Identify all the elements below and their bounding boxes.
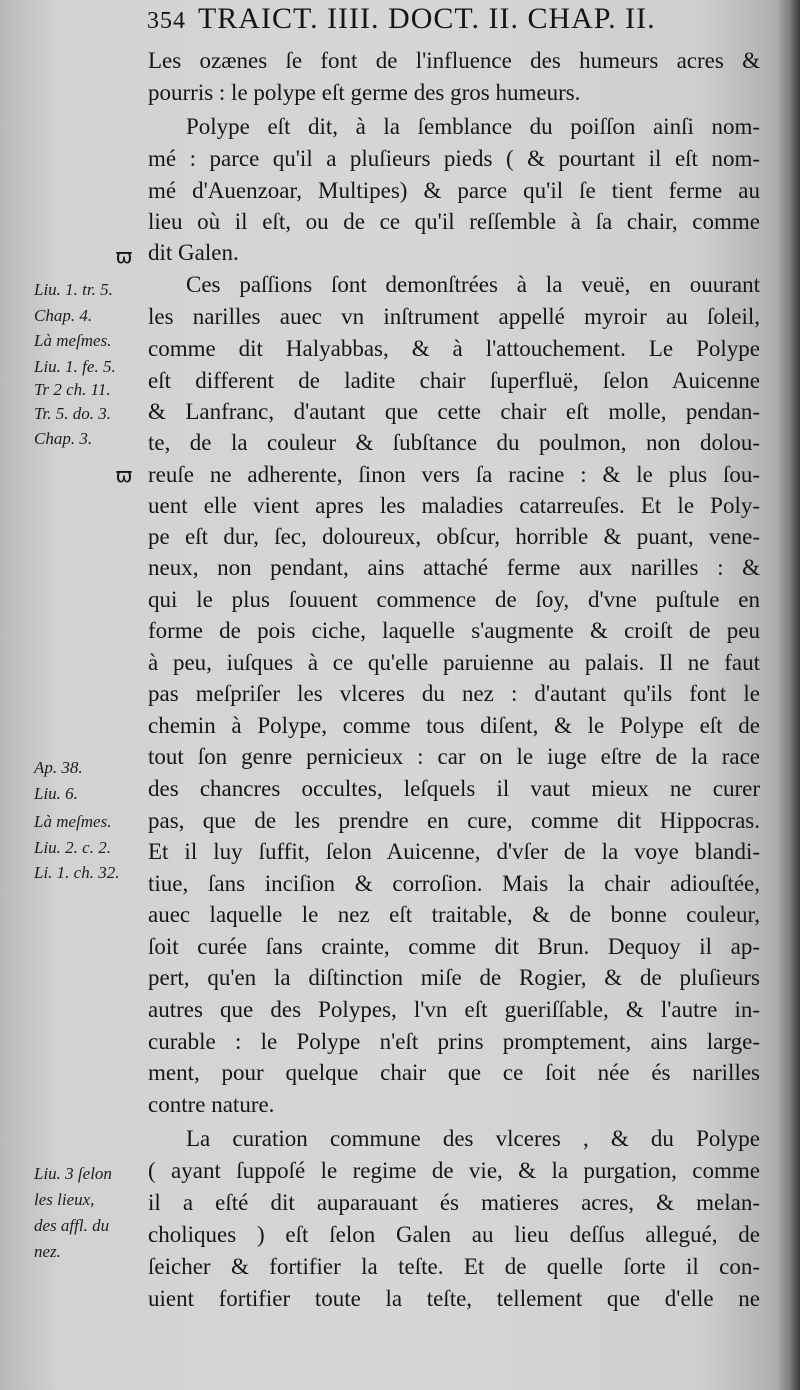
text-line: les narilles auec vn inſtrument appellé myroir au ſoleil, xyxy=(148,304,760,329)
text-line: mé d'Auenzoar, Multipes) & parce qu'il ſe tient ferme au xyxy=(148,178,760,203)
text-line: autres que des Polypes, l'vn eſt gueriſſable, & l'autre in- xyxy=(148,997,760,1022)
omega-symbol-icon: ϖ xyxy=(115,463,133,487)
text-line: te, de la couleur & ſubſtance du poulmon, non dolou- xyxy=(148,430,760,455)
running-title: TRAICT. IIII. DOCT. II. CHAP. II. xyxy=(197,2,656,35)
margin-note: Là meſmes. xyxy=(34,812,112,831)
text-line: des chancres occultes, leſquels il vaut mieux ne curer xyxy=(148,776,760,801)
text-line: pas meſpriſer les vlceres du nez : d'autant qu'ils font le xyxy=(148,681,760,706)
text-line: tout ſon genre pernicieux : car on le iuge eſtre de la race xyxy=(148,744,760,769)
text-line: reuſe ne adherente, ſinon vers ſa racine : & le plus ſou- xyxy=(148,462,760,487)
text-line: il a eſté dit auparauant és matieres acres, & melan- xyxy=(148,1190,760,1215)
margin-note: Liu. 1. tr. 5. xyxy=(34,280,113,299)
text-line: Ces paſſions ſont demonſtrées à la veuë, en ouurant xyxy=(186,272,760,297)
text-line: uient fortifier toute la teſte, tellement que d'elle ne xyxy=(148,1286,760,1311)
margin-note: Ap. 38. xyxy=(34,758,83,777)
text-line: ſeicher & fortifier la teſte. Et de quelle ſorte il con- xyxy=(148,1254,760,1279)
text-line: ment, pour quelque chair que ce ſoit née és narilles xyxy=(148,1060,760,1085)
margin-note: nez. xyxy=(34,1242,61,1261)
text-line: qui le plus ſouuent commence de ſoy, d'vne puſtule en xyxy=(148,587,760,612)
margin-note: Liu. 1. fe. 5. xyxy=(34,357,116,376)
text-line: à peu, iuſques à ce qu'elle paruienne au palais. Il ne faut xyxy=(148,650,760,675)
text-line: choliques ) eſt ſelon Galen au lieu deſſus allegué, de xyxy=(148,1222,760,1247)
text-line: Les ozænes ſe font de l'influence des humeurs acres & xyxy=(148,48,760,73)
margin-note: Tr 2 ch. 11. xyxy=(34,380,111,399)
text-line: lieu où il eſt, ou de ce qu'il reſſemble à ſa chair, comme xyxy=(148,209,760,234)
text-line: tiue, ſans inciſion & corroſion. Mais la chair adiouſtée, xyxy=(148,871,760,896)
text-line: ſoit curée ſans crainte, comme dit Brun. Dequoy il ap- xyxy=(148,934,760,959)
text-line: mé : parce qu'il a pluſieurs pieds ( & pourtant il eſt nom- xyxy=(148,146,760,171)
text-line: ( ayant ſuppoſé le regime de vie, & la purgation, comme xyxy=(148,1158,760,1183)
text-line: contre nature. xyxy=(148,1092,275,1117)
margin-note: Chap. 4. xyxy=(34,306,93,325)
margin-note: Liu. 3 ſelon xyxy=(34,1164,112,1183)
text-line: comme dit Halyabbas, & à l'attouchement. Le Polype xyxy=(148,336,760,361)
margin-note: Liu. 2. c. 2. xyxy=(34,838,111,857)
text-line: uent elle vient apres les maladies catarreuſes. Et le Poly- xyxy=(148,493,760,518)
text-line: chemin à Polype, comme tous diſent, & le Polype eſt de xyxy=(148,713,760,738)
text-line: pourris : le polype eſt germe des gros humeurs. xyxy=(148,80,581,105)
omega-symbol-icon: ϖ xyxy=(115,244,133,268)
margin-note: Là meſmes. xyxy=(34,331,112,350)
margin-note: Tr. 5. do. 3. xyxy=(34,404,111,423)
text-line: Et il luy ſuffit, ſelon Auicenne, d'vſer de la voye blandi- xyxy=(148,839,760,864)
margin-note: des affl. du xyxy=(34,1216,110,1235)
text-line: dit Galen. xyxy=(148,240,239,265)
text-line: auec laquelle le nez eſt traitable, & de bonne couleur, xyxy=(148,902,760,927)
page-number: 354 xyxy=(147,8,186,34)
text-line: eſt different de ladite chair ſuperfluë, ſelon Auicenne xyxy=(148,368,760,393)
text-line: curable : le Polype n'eſt prins promptement, ains large- xyxy=(148,1029,760,1054)
margin-note: Chap. 3. xyxy=(34,429,93,448)
margin-note: Li. 1. ch. 32. xyxy=(34,863,120,882)
text-line: neux, non pendant, ains attaché ferme aux narilles : & xyxy=(148,555,760,580)
text-line: Polype eſt dit, à la ſemblance du poiſſon ainſi nom- xyxy=(186,114,760,139)
text-line: pe eſt dur, ſec, doloureux, obſcur, horrible & puant, vene- xyxy=(148,524,760,549)
text-line: pert, qu'en la diſtinction miſe de Rogier, & de pluſieurs xyxy=(148,965,760,990)
text-line: & Lanfranc, d'autant que cette chair eſt molle, pendan- xyxy=(148,399,760,424)
text-line: La curation commune des vlceres , & du Polype xyxy=(186,1126,760,1151)
text-line: forme de pois ciche, laquelle s'augmente & croiſt de peu xyxy=(148,618,760,643)
text-line: pas, que de les prendre en cure, comme dit Hippocras. xyxy=(148,808,760,833)
margin-note: les lieux, xyxy=(34,1190,95,1209)
margin-note: Liu. 6. xyxy=(34,784,78,803)
